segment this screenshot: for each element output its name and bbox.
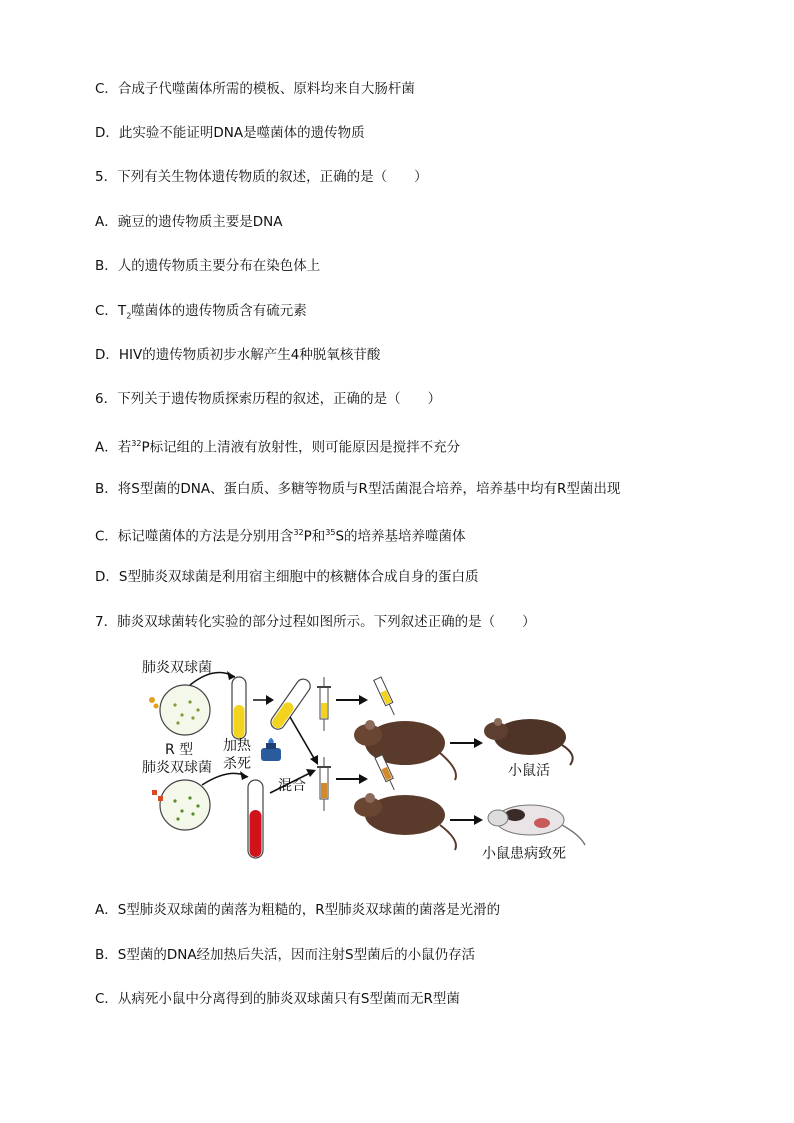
q5-option-a: A．豌豆的遗传物质主要是DNA	[95, 214, 283, 230]
q6a-prefix: A．若	[95, 439, 132, 456]
q6-option-c	[95, 524, 466, 546]
q4-option-d: D．此实验不能证明DNA是噬菌体的遗传物质	[95, 125, 365, 141]
syringe-mix	[317, 757, 331, 811]
q6c-suffix: S的培养基培养噬菌体	[335, 528, 466, 545]
colony-icon	[149, 697, 155, 703]
label-mouse-dead: 小鼠患病致死	[482, 846, 566, 862]
petri-dish-r	[160, 780, 210, 830]
syringe-top	[317, 677, 331, 731]
q5c-prefix: C．T	[95, 303, 127, 319]
q6c-sup-32: 32	[293, 528, 304, 537]
transformation-figure	[130, 655, 600, 870]
label-kill: 杀死	[223, 756, 251, 772]
q6-option-b: B．将S型菌的DNA、蛋白质、多糖等物质与R型活菌混合培养，培养基中均有R型菌出现	[95, 481, 621, 497]
q5c-suffix: 噬菌体的遗传物质含有硫元素	[131, 303, 307, 319]
q5-stem: 5．下列有关生物体遗传物质的叙述，正确的是（ ）	[95, 169, 428, 185]
q7-option-c: C．从病死小鼠中分离得到的肺炎双球菌只有S型菌而无R型菌	[95, 991, 460, 1007]
q6-stem: 6．下列关于遗传物质探索历程的叙述，正确的是（ ）	[95, 391, 442, 407]
label-pneumococcus: 肺炎双球菌	[142, 660, 212, 676]
petri-dish-s	[160, 685, 210, 735]
q6c-prefix: C．标记噬菌体的方法是分别用含	[95, 528, 294, 545]
label-r-pneumococcus: 肺炎双球菌	[142, 760, 212, 776]
q5-option-d: D．HIV的遗传物质初步水解产生4种脱氧核苷酸	[95, 347, 381, 363]
label-mix: 混合	[278, 778, 306, 794]
label-mouse-alive: 小鼠活	[508, 763, 550, 779]
q6c-sup-35: 35	[325, 528, 336, 537]
mouse-3	[354, 793, 456, 850]
mouse-dead	[488, 805, 585, 845]
label-r-type: R 型	[165, 742, 194, 758]
q4-option-c: C．合成子代噬菌体所需的模板、原料均来自大肠杆菌	[95, 81, 415, 97]
label-heat: 加热	[223, 738, 251, 754]
q7-option-b: B．S型菌的DNA经加热后失活，因而注射S型菌后的小鼠仍存活	[95, 947, 476, 963]
q5-option-c	[95, 302, 307, 326]
q6c-mid: P和	[303, 528, 326, 545]
q5c-subscript: 2	[126, 311, 132, 321]
q6-option-a	[95, 435, 460, 457]
heated-tube	[268, 676, 313, 732]
q7-option-a: A．S型肺炎双球菌的菌落为粗糙的，R型肺炎双球菌的菌落是光滑的	[95, 902, 501, 918]
mouse-alive	[484, 718, 573, 765]
q6a-superscript: 32	[131, 439, 142, 448]
burner-icon	[261, 748, 281, 761]
q5-option-b: B．人的遗传物质主要分布在染色体上	[95, 258, 321, 274]
mouse-1	[354, 720, 456, 780]
q7-stem: 7．肺炎双球菌转化实验的部分过程如图所示。下列叙述正确的是（ ）	[95, 614, 536, 630]
q6a-suffix: P标记组的上清液有放射性，则可能原因是搅拌不充分	[141, 439, 461, 456]
q6-option-d: D．S型肺炎双球菌是利用宿主细胞中的核糖体合成自身的蛋白质	[95, 569, 479, 585]
